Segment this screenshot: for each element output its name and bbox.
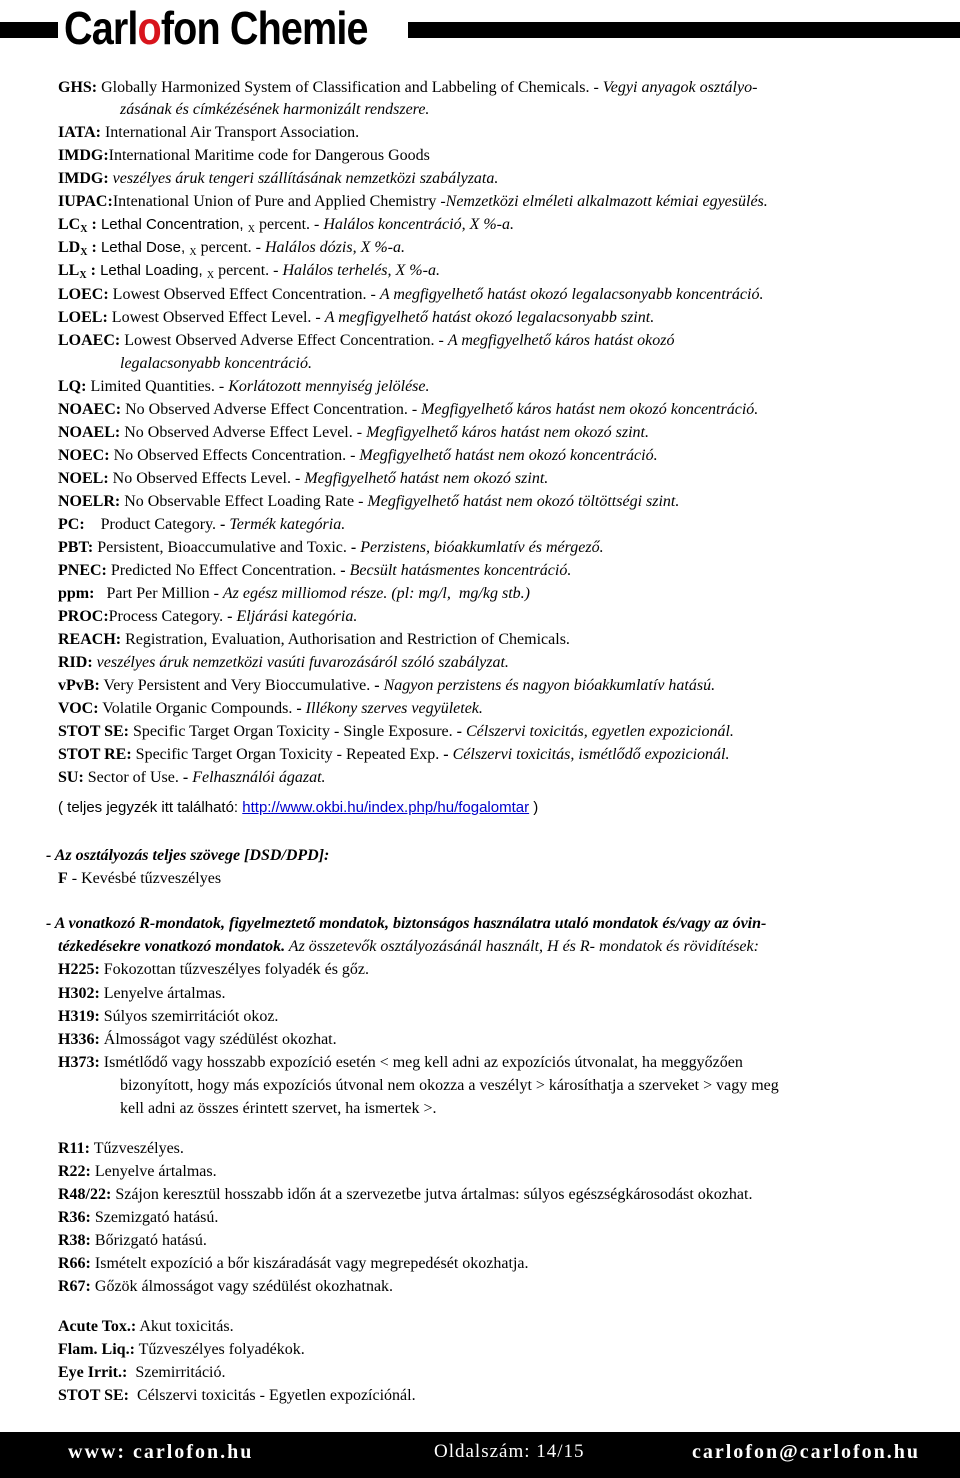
abbrev-su: SU: Sector of Use. - Felhasználói ágazat. <box>58 769 326 786</box>
abbrev-loel: LOEL: Lowest Observed Effect Level. - A megfigyelhető hatást okozó legalacsonyabb szint. <box>58 309 655 326</box>
abbrev-imdg-en: IMDG:International Maritime code for Dangerous Goods <box>58 147 430 164</box>
page-footer <box>0 1432 960 1478</box>
phrase-r36: R36: Szemizgató hatású. <box>58 1209 219 1226</box>
phrase-r48-22: R48/22: Szájon keresztül hosszabb időn át a szervezetbe jutva ártalmas: súlyos egészségkárosodást okozhat. <box>58 1186 753 1203</box>
phrase-h373-cont1: bizonyított, hogy más expozíciós útvonal nem okozza a veszélyt > károsíthatja a szerveket > vagy meg <box>120 1077 779 1094</box>
abbrev-noel: NOEL: No Observed Effects Level. - Megfigyelhető hatást nem okozó szint. <box>58 470 549 487</box>
abbrev-ppm: ppm: Part Per Million - Az egész milliomod része. (pl: mg/l, mg/kg stb.) <box>58 585 530 602</box>
abbrev-noec: NOEC: No Observed Effects Concentration. - Megfigyelhető hatást nem okozó koncentráció. <box>58 447 658 464</box>
abbrev-stot-se: STOT SE: Specific Target Organ Toxicity - Single Exposure. - Célszervi toxicitás, egyetlen expozicionál. <box>58 723 734 740</box>
classification-f: F - Kevésbé tűzveszélyes <box>58 870 222 887</box>
abbrev-noael: NOAEL: No Observed Adverse Effect Level. - Megfigyelhető káros hatást nem okozó szint. <box>58 424 649 441</box>
abbrev-ghs-cont: zásának és címkézésének harmonizált rendszere. <box>120 101 430 118</box>
abbrev-stot-se-2: STOT SE: Célszervi toxicitás - Egyetlen expozíciónál. <box>58 1387 416 1404</box>
abbrev-vpvb: vPvB: Very Persistent and Very Bioccumulative. - Nagyon perzistens és nagyon bióakkumlatív hatású. <box>58 677 716 694</box>
abbrev-pc: PC: Product Category. - Termék kategória. <box>58 516 346 533</box>
abbrev-ldx: $LD_X$ : Lethal Dose, $_X$ percent. - Halálos dózis, X %-a. <box>58 239 405 258</box>
footer-page-number: Oldalszám: 14/15 <box>434 1441 585 1462</box>
abbrev-stot-re: STOT RE: Specific Target Organ Toxicity - Repeated Exp. - Célszervi toxicitás, ismétlődő expozicionál. <box>58 746 730 763</box>
footer-website[interactable]: www: carlofon.hu <box>68 1441 254 1463</box>
footer-email[interactable]: carlofon@carlofon.hu <box>692 1441 921 1463</box>
header-bar-left <box>0 22 58 38</box>
abbrev-reach: REACH: Registration, Evaluation, Authorisation and Restriction of Chemicals. <box>58 631 570 648</box>
abbrev-pnec: PNEC: Predicted No Effect Concentration. - Becsült hatásmentes koncentráció. <box>58 562 572 579</box>
company-logo: Carlofon Chemie <box>64 2 368 54</box>
abbrev-acute-tox: Acute Tox.: Akut toxicitás. <box>58 1318 234 1335</box>
phrases-heading-cont: tézkedésekre vonatkozó mondatok. Az összetevők osztályozásánál használt, H és R- mondatok és rövidítések: <box>58 938 759 955</box>
phrase-h373-cont2: kell adni az összes érintett szervet, ha ismertek >. <box>120 1100 437 1117</box>
abbrev-lq: LQ: Limited Quantities. - Korlátozott mennyiség jelölése. <box>58 378 430 395</box>
classification-heading: - Az osztályozás teljes szövege [DSD/DPD]: <box>46 847 330 864</box>
phrase-r22: R22: Lenyelve ártalmas. <box>58 1163 217 1180</box>
phrase-h302: H302: Lenyelve ártalmas. <box>58 985 226 1002</box>
abbrev-lcx: $LC_X$ : Lethal Concentration, $_X$ percent. - Halálos koncentráció, X %-a. <box>58 216 514 235</box>
abbrev-eye-irrit: Eye Irrit.: Szemirritáció. <box>58 1364 226 1381</box>
page-header <box>0 0 960 62</box>
phrase-r67: R67: Gőzök álmosságot vagy szédülést okozhatnak. <box>58 1278 394 1295</box>
abbrev-pbt: PBT: Persistent, Bioaccumulative and Toxic. - Perzistens, bióakkumlatív és mérgező. <box>58 539 604 556</box>
phrase-h319: H319: Súlyos szemirritációt okoz. <box>58 1008 279 1025</box>
header-bar-right <box>408 22 960 38</box>
abbrev-loaec-cont: legalacsonyabb koncentráció. <box>120 355 312 372</box>
abbrev-imdg-hu: IMDG: veszélyes áruk tengeri szállításának nemzetközi szabályzata. <box>58 170 499 187</box>
abbrev-ghs: GHS: Globally Harmonized System of Classification and Labbeling of Chemicals. - Vegyi anyagok osztályo- <box>58 79 758 96</box>
phrase-h336: H336: Álmosságot vagy szédülést okozhat. <box>58 1031 337 1048</box>
abbrev-iata: IATA: International Air Transport Association. <box>58 124 360 141</box>
phrase-h373: H373: Ismétlődő vagy hosszabb expozíció esetén < meg kell adni az expozíciós útvonalat, ha meggyőzően <box>58 1054 743 1071</box>
abbrev-noaec: NOAEC: No Observed Adverse Effect Concentration. - Megfigyelhető káros hatást nem okozó koncentráció. <box>58 401 759 418</box>
abbrev-iupac: IUPAC:Intenational Union of Pure and Applied Chemistry -Nemzetközi elméleti alkalmazott kémiai egyesülés. <box>58 193 768 210</box>
full-list-note: ( teljes jegyzék itt található: http://www.okbi.hu/index.php/hu/fogalomtar ) <box>58 799 539 816</box>
abbrev-llx: $LL_X$ : Lethal Loading, $_X$ percent. - Halálos terhelés, X %-a. <box>58 262 440 281</box>
abbrev-proc: PROC:Process Category. - Eljárási kategória. <box>58 608 358 625</box>
phrases-heading: - A vonatkozó R-mondatok, figyelmeztető mondatok, biztonságos használatra utaló mondatok és/vagy az óvin- <box>46 915 767 932</box>
abbrev-loaec: LOAEC: Lowest Observed Adverse Effect Concentration. - A megfigyelhető káros hatást okozó <box>58 332 675 349</box>
abbrev-loec: LOEC: Lowest Observed Effect Concentration. - A megfigyelhető hatást okozó legalacsonyabb koncentráció. <box>58 286 764 303</box>
abbrev-rid: RID: veszélyes áruk nemzetközi vasúti fuvarozásáról szóló szabályzat. <box>58 654 509 671</box>
phrase-r38: R38: Bőrizgató hatású. <box>58 1232 207 1249</box>
abbrev-voc: VOC: Volatile Organic Compounds. - Illékony szerves vegyületek. <box>58 700 483 717</box>
abbrev-noelr: NOELR: No Observable Effect Loading Rate - Megfigyelhető hatást nem okozó töltöttségi szint. <box>58 493 680 510</box>
phrase-r11: R11: Tűzveszélyes. <box>58 1140 184 1157</box>
phrase-h225: H225: Fokozottan tűzveszélyes folyadék és gőz. <box>58 961 370 978</box>
glossary-link[interactable]: http://www.okbi.hu/index.php/hu/fogalomtar <box>242 799 530 816</box>
phrase-r66: R66: Ismételt expozíció a bőr kiszáradását vagy megrepedését okozhatja. <box>58 1255 529 1272</box>
abbrev-flam-liq: Flam. Liq.: Tűzveszélyes folyadékok. <box>58 1341 305 1358</box>
